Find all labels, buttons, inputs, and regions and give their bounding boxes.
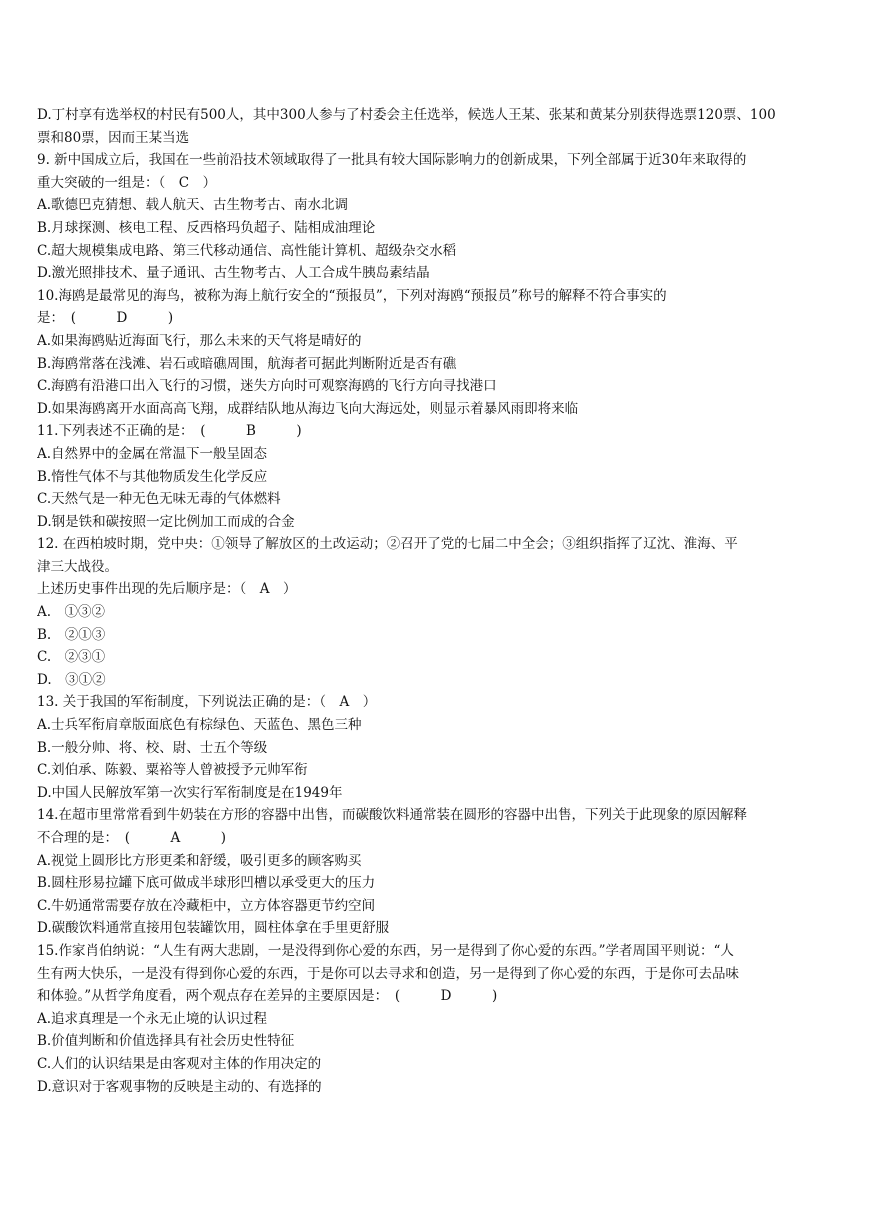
- option-line: C.海鸥有沿港口出入飞行的习惯，迷失方向时可观察海鸥的飞行方向寻找港口: [37, 378, 497, 395]
- question-stem: 是： ( D ): [37, 310, 174, 327]
- question-stem: 11.下列表述不正确的是： ( B ): [37, 423, 302, 440]
- option-line: C.超大规模集成电路、第三代移动通信、高性能计算机、超级杂交水稻: [37, 242, 457, 259]
- question-stem: 津三大战役。: [37, 558, 118, 575]
- option-line: A.士兵军衔肩章版面底色有棕绿色、天蓝色、黑色三种: [37, 717, 362, 734]
- question-stem: 和体验。”从哲学角度看，两个观点存在差异的主要原因是： ( D ): [37, 988, 498, 1005]
- question-stem: 不合理的是： ( A ): [37, 830, 227, 846]
- option-line: D.意识对于客观事物的反映是主动的、有选择的: [37, 1078, 322, 1095]
- question-stem: 生有两大快乐，一是没有得到你心爱的东西，于是你可以去寻求和创造，另一是得到了你心爱的东西，于是你可去品味: [37, 965, 739, 982]
- option-line: C.人们的认识结果是由客观对主体的作用决定的: [37, 1055, 322, 1072]
- question-stem: 10.海鸥是最常见的海鸟，被称为海上航行安全的“预报员”，下列对海鸥“预报员”称号的解释不符合事实的: [37, 287, 667, 304]
- text-line: 票和80票，因而王某当选: [37, 129, 190, 146]
- question-stem: 重大突破的一组是：（ C ）: [37, 174, 217, 191]
- question-stem: 9. 新中国成立后，我国在一些前沿技术领域取得了一批具有较大国际影响力的创新成果，下列全部属于近30年来取得的: [37, 152, 747, 169]
- option-line: A.视觉上圆形比方形更柔和舒缓，吸引更多的顾客购买: [37, 852, 362, 869]
- option-line: D.中国人民解放军第一次实行军衔制度是在1949年: [37, 784, 343, 801]
- option-line: C.牛奶通常需要存放在冷藏柜中，立方体容器更节约空间: [37, 897, 376, 914]
- question-stem: 13. 关于我国的军衔制度，下列说法正确的是：（ A ）: [37, 694, 377, 711]
- option-line: B.海鸥常落在浅滩、岩石或暗礁周围，航海者可据此判断附近是否有礁: [37, 355, 457, 372]
- question-stem: 上述历史事件出现的先后顺序是：（ A ）: [37, 581, 297, 598]
- option-line: B.圆柱形易拉罐下底可做成半球形凹槽以承受更大的压力: [37, 875, 376, 892]
- option-line: A.歌德巴克猜想、载人航天、古生物考古、南水北调: [37, 197, 349, 214]
- option-line: B.价值判断和价值选择具有社会历史性特征: [37, 1033, 295, 1050]
- option-line: D.激光照排技术、量子通讯、古生物考古、人工合成牛胰岛素结晶: [37, 265, 430, 282]
- question-stem: 12. 在西柏坡时期，党中央：①领导了解放区的土改运动；②召开了党的七届二中全会；③组织指挥了辽沈、淮海、平: [37, 536, 738, 553]
- text-line: D.丁村享有选举权的村民有500人，其中300人参与了村委会主任选举，候选人王某、张某和黄某分别获得选票120票、100: [37, 107, 776, 123]
- option-line: B.一般分帅、将、校、尉、士五个等级: [37, 739, 268, 756]
- option-line: B. ②①③: [37, 626, 106, 643]
- option-line: B.惰性气体不与其他物质发生化学反应: [37, 468, 268, 485]
- option-line: D. ③①②: [37, 671, 106, 688]
- option-line: A.自然界中的金属在常温下一般呈固态: [37, 445, 268, 462]
- question-stem: 14.在超市里常常看到牛奶装在方形的容器中出售，而碳酸饮料通常装在圆形的容器中出售，下列关于此现象的原因解释: [37, 807, 747, 824]
- option-line: D.碳酸饮料通常直接用包装罐饮用，圆柱体拿在手里更舒服: [37, 920, 390, 937]
- option-line: B.月球探测、核电工程、反西格玛负超子、陆相成油理论: [37, 219, 376, 236]
- option-line: A. ①③②: [37, 604, 106, 621]
- option-line: D.如果海鸥离开水面高高飞翔，成群结队地从海边飞向大海远处，则显示着暴风雨即将来临: [37, 400, 579, 417]
- option-line: C.天然气是一种无色无味无毒的气体燃料: [37, 491, 281, 508]
- option-line: A.追求真理是一个永无止境的认识过程: [37, 1010, 268, 1027]
- option-line: D.钢是铁和碳按照一定比例加工而成的合金: [37, 513, 295, 530]
- option-line: C. ②③①: [37, 649, 106, 666]
- option-line: A.如果海鸥贴近海面飞行，那么未来的天气将是晴好的: [37, 332, 362, 349]
- option-line: C.刘伯承、陈毅、粟裕等人曾被授予元帅军衔: [37, 762, 308, 779]
- question-stem: 15.作家肖伯纳说：“人生有两大悲剧，一是没得到你心爱的东西，另一是得到了你心爱的东西。”学者周国平则说：“人: [37, 942, 734, 959]
